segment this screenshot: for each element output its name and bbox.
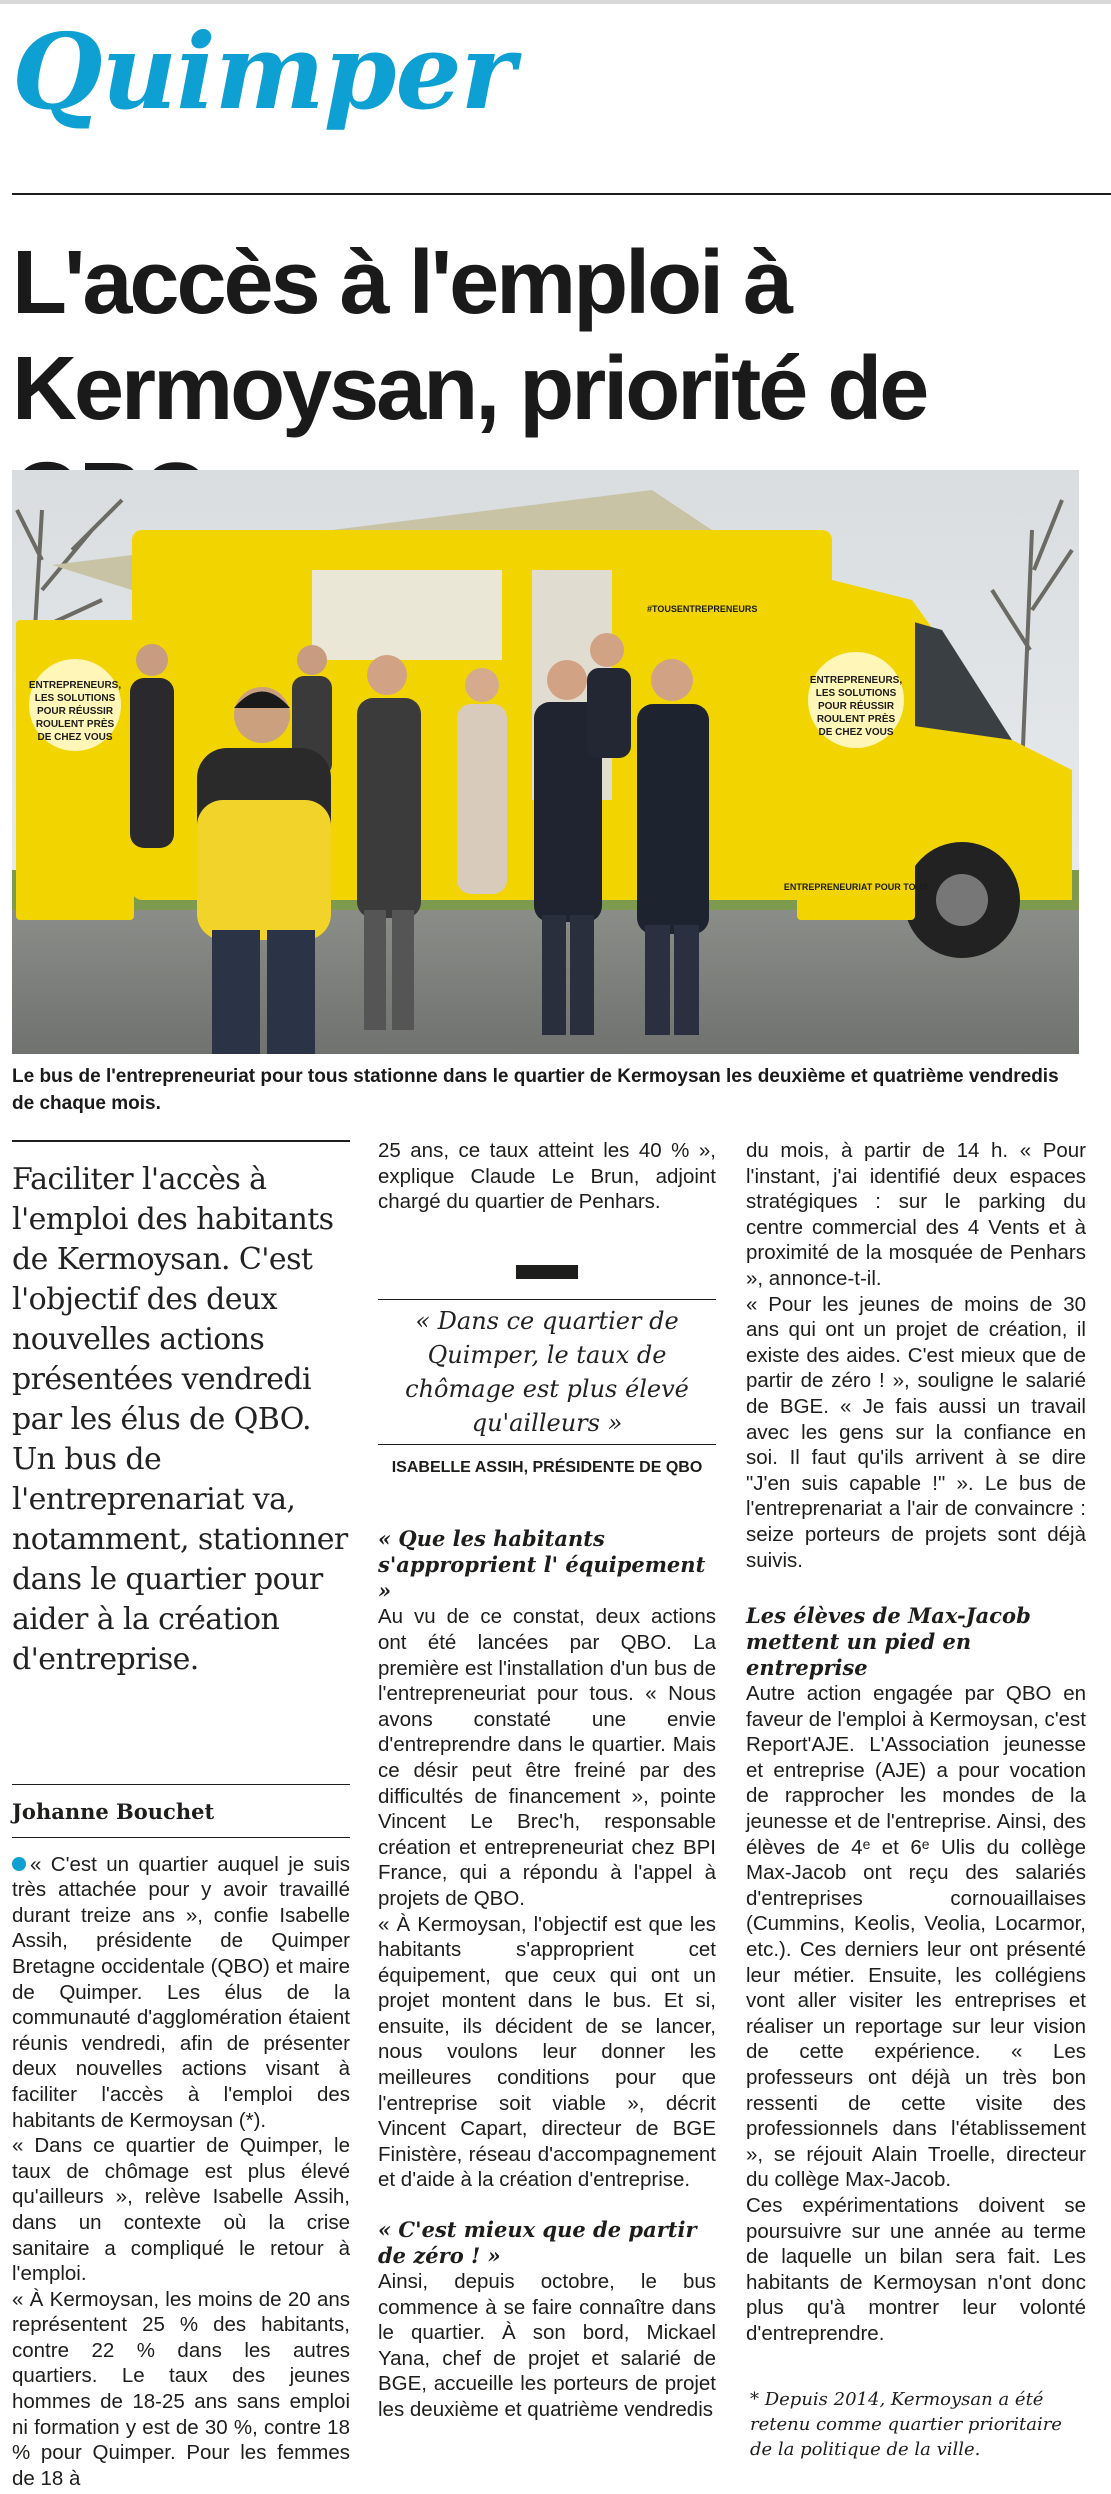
header-rule (12, 193, 1111, 195)
article-photo (12, 470, 1079, 1054)
svg-text:DE CHEZ VOUS: DE CHEZ VOUS (818, 727, 894, 738)
svg-text:LES SOLUTIONS: LES SOLUTIONS (815, 688, 897, 699)
headline: L'accès à l'emploi à Kermoysan, priorité de (12, 233, 927, 439)
pull-quote (378, 1265, 716, 1481)
subhead: « Que les habitants s'approprient l' équipement » (378, 1526, 706, 1604)
quote-rule-top (378, 1299, 716, 1300)
svg-text:POUR RÉUSSIR: POUR RÉUSSIR (817, 701, 895, 712)
byline-rule-bottom (12, 1837, 350, 1838)
svg-text:ENTREPRENEURS,: ENTREPRENEURS, (28, 680, 122, 691)
pull-quote-text: « Dans ce quartier de Quimper, le taux de chômage est plus élevé qu'ailleurs » (405, 1306, 689, 1437)
section-title: Quimper (12, 10, 515, 133)
svg-text:LES SOLUTIONS: LES SOLUTIONS (34, 693, 116, 704)
van-wheel-hub (936, 874, 988, 926)
chapo: Faciliter l'accès à l'emploi des habitants de Kermoysan. C'est l'objectif des deux nouvelles actions présentées vendredi par les élus de QBO. Un bus de l'entreprenariat va, notamment, stationner dans le quartier pour aider à la création d'entreprise. (12, 1162, 348, 1677)
svg-text:ROULENT PRÈS: ROULENT PRÈS (35, 719, 115, 730)
svg-text:POUR RÉUSSIR: POUR RÉUSSIR (36, 706, 114, 717)
byline: Johanne Bouchet (12, 1799, 215, 1824)
body-paragraph: 25 ans, ce taux atteint les 40 % », explique Claude Le Brun, adjoint chargé du quartier de Penhars. (378, 1139, 716, 1214)
chapo-rule (12, 1140, 350, 1142)
van-counter (312, 570, 502, 660)
body-paragraph: « Dans ce quartier de Quimper, le taux de chômage est plus élevé qu'ailleurs », relève Isabelle Assih, dans un contexte où la crise sanitaire a compliqué le retour à l'emploi. (12, 2134, 350, 2286)
top-rule (0, 0, 1111, 4)
body-paragraph: du mois, à partir de 14 h. « Pour l'instant, j'ai identifié deux espaces stratégiques : sur le parking du centre commercial des 4 Vents et à proximité de la mosquée de Penhars », annonce-t-il. (746, 1139, 1086, 1290)
banner-right (784, 610, 928, 920)
body-paragraph: « À Kermoysan, les moins de 20 ans représentent 25 % des habitants, contre 22 % dans les autres quartiers. Le taux des jeunes hommes de 18-25 ans sans emploi ni formation y est de 30 %, contre 18 % pour Quimper. Pour les femmes de 18 à (12, 2287, 350, 2490)
photo-caption: Le bus de l'entrepreneuriat pour tous stationne dans le quartier de Kermoysan les deuxième et quatrième vendredis de chaque mois. (12, 1066, 1059, 1114)
body-paragraph: Au vu de ce constat, deux actions ont été lancées par QBO. La première est l'installation d'un bus de l'entrepreneuriat pour tous. « Nous avons constaté une envie d'entreprendre dans le quartier. Mais ce désir peut être freiné par des difficultés de financement », pointe Vincent Le Brec'h, responsable création et entrepreneuriat chez BPI France, qui a répondu à l'appel à projets de QBO. (378, 1605, 716, 1910)
body-paragraph: Ces expérimentations doivent se poursuivre sur une année au terme de laquelle un bilan sera fait. Les habitants de Kermoysan n'ont donc plus qu'à montrer leur volonté d'entreprendre. (746, 2193, 1086, 2345)
body-paragraph: « Pour les jeunes de moins de 30 ans qui ont un projet de création, il existe des aides. C'est mieux que de partir de zéro ! », souligne le salarié de BGE. « Je fais aussi un travail avec les gens sur la confiance en soi. Il faut qu'ils arrivent à se dire "J'en suis capable !" ». Le bus de l'entreprenariat a l'air de convaincre : seize porteurs de projets sont déjà suivis. (746, 1292, 1086, 1572)
footnote: * Depuis 2014, Kermoysan a été retenu comme quartier prioritaire de la politique de la ville. (750, 2388, 1062, 2460)
quote-bar (516, 1265, 578, 1279)
bullet-dot-icon (12, 1857, 26, 1871)
banner-left (16, 620, 134, 920)
body-paragraph: « C'est un quartier auquel je suis très attachée pour y avoir travaillé durant treize ans », confie Isabelle Assih, présidente de Quimper Bretagne occidentale (QBO) et maire de Quimper. Les élus de la communauté d'agglomération étaient réunis vendredi, afin de présenter deux nouvelles actions visant à faciliter l'accès à l'emploi des habitants de Kermoysan (*). (12, 1852, 350, 2132)
column-3 (746, 1138, 1086, 2462)
quote-rule-bottom (378, 1444, 716, 1445)
byline-rule (12, 1784, 350, 1785)
svg-text:ENTREPRENEURS,: ENTREPRENEURS, (809, 675, 903, 686)
pull-quote-author: ISABELLE ASSIH, PRÉSIDENTE DE QBO (391, 1458, 703, 1476)
body-paragraph: « À Kermoysan, l'objectif est que les habitants s'approprient cet équipement, que ceux qui ont un projet montent dans le bus. Et si, ensuite, ils décident de se lancer, nous voulons leur donner les meilleures conditions pour que l'entreprise soit viable », décrit Vincent Capart, directeur de BGE Finistère, réseau d'accompagnement et d'aide à la création d'entreprise. (378, 1912, 716, 2192)
subhead: « C'est mieux que de partir de zéro ! » (378, 2217, 697, 2269)
svg-text:DE CHEZ VOUS: DE CHEZ VOUS (37, 732, 113, 743)
body-paragraph: Autre action engagée par QBO en faveur de l'emploi à Kermoysan, c'est Report'AJE. L'Association jeunesse et entreprise (AJE) a pour vocation de rapprocher les mondes de la jeunesse et de l'entreprise. Ainsi, des élèves de 4ᵉ et 6ᵉ Ulis du collège Max-Jacob ont reçu des salariés d'entreprises cornouaillaises (Cummins, Keolis, Veolia, Locarmor, etc.). Ces derniers leur ont présenté leur métier. Ensuite, les collégiens vont aller visiter les entreprises et réaliser un reportage sur leur vision de cette expérience. « Les professeurs ont déjà un très bon ressenti de cette visite des professionnels dans l'établissement », se réjouit Alain Troelle, directeur du collège Max-Jacob. (746, 1682, 1086, 2192)
column-1 (12, 1140, 350, 2491)
column-2 (378, 1138, 716, 2423)
svg-text:ENTREPRENEURIAT POUR TOUS: ENTREPRENEURIAT POUR TOUS (783, 882, 929, 892)
svg-text:ROULENT PRÈS: ROULENT PRÈS (816, 714, 896, 725)
body-paragraph: Ainsi, depuis octobre, le bus commence à se faire connaître dans le quartier. À son bord, Mickael Yana, chef de projet et salarié de BGE, accueille les porteurs de projet les deuxième et quatrième vendredis (378, 2270, 716, 2421)
subhead: Les élèves de Max-Jacob mettent un pied en entreprise (746, 1603, 1031, 1681)
van-hashtag: #TOUSENTREPRENEURS (647, 604, 758, 614)
